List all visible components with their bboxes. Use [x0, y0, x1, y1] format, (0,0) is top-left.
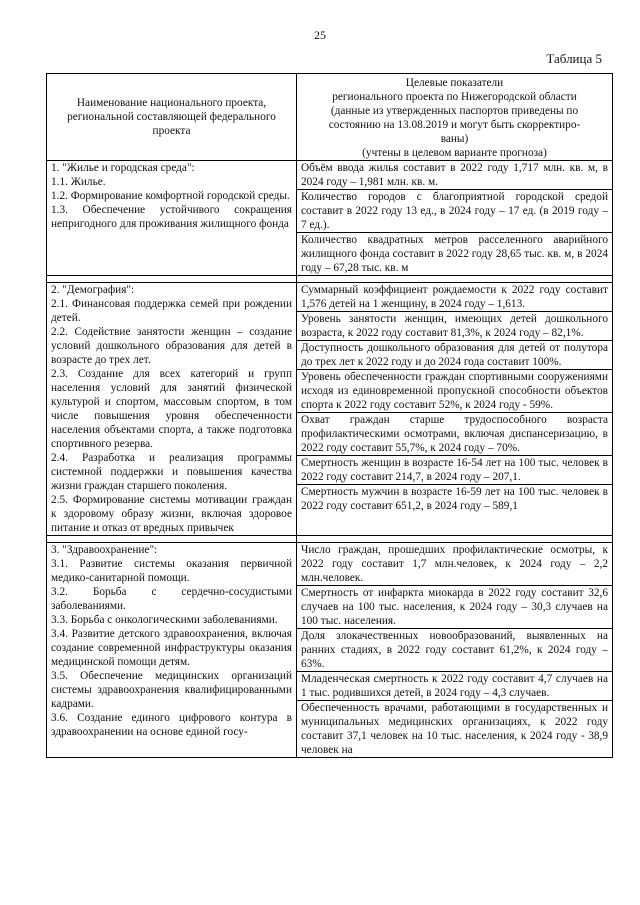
header-left-text: Наименование национального проекта, региональной составляющей федерального проекта: [67, 97, 276, 137]
header-left-cell: [47, 74, 297, 161]
indicator-block: Смертность женщин в возрасте 16-54 лет на 100 тыс. человек в 2022 году составит 214,7, в 2024 году – 207,1.: [297, 456, 612, 485]
indicator-block: Уровень обеспеченности граждан спортивными сооружениями исходя из единовременной пропускной способности объектов спорта к 2022 году составит 52%, к 2024 году - 59%.: [297, 370, 612, 413]
subproject-item: 2.3. Создание для всех категорий и групп населения условий для занятий физической культурой и спортом, массовым спортом, в том числе повышения уровня обеспеченности населения объектами спорта, а также подготовка спортивного резерва.: [51, 368, 292, 450]
indicator-block: Суммарный коэффициент рождаемости к 2022 году составит 1,576 детей на 1 женщину, в 2024 году – 1,613.: [297, 283, 612, 312]
header-right-line: (данные из утвержденных паспортов приведены по: [330, 105, 579, 117]
header-right-cell: [297, 74, 613, 161]
indicator-block: Младенческая смертность к 2022 году составит 4,7 случаев на 1 тыс. родившихся детей, в 2024 году – 4,3 случаев.: [297, 672, 612, 701]
table-row: [47, 283, 613, 536]
project-title: 1. "Жилье и городская среда":: [51, 162, 195, 174]
project-title: 3. "Здравоохранение":: [51, 544, 158, 556]
indicator-block: Уровень занятости женщин, имеющих детей дошкольного возраста, к 2022 году составит 81,3%, к 2024 году – 82,1%.: [297, 312, 612, 341]
header-right-line: Целевые показатели: [405, 77, 504, 89]
section-right-cell: [297, 161, 613, 276]
section-left-cell: [47, 161, 297, 276]
indicator-block: Количество квадратных метров расселенного аварийного жилищного фонда составит в 2022 году 28,65 тыс. кв. м, в 2024 году – 67,28 тыс. кв. м: [301, 234, 608, 274]
indicator-block: Доля злокачественных новообразований, выявленных на ранних стадиях, в 2022 году составит 61,2%, к 2024 году – 63%.: [297, 629, 612, 672]
subproject-item: 2.2. Содействие занятости женщин – создание условий дошкольного образования для детей в возрасте до трех лет.: [51, 326, 292, 366]
subproject-item: 3.3. Борьба с онкологическими заболеваниями.: [51, 614, 278, 626]
section-left-cell: [47, 543, 297, 758]
subproject-item: 2.1. Финансовая поддержка семей при рождении детей.: [51, 298, 292, 324]
section-left-cell: [47, 283, 297, 536]
indicator-block: Количество городов с благоприятной городской средой составит в 2022 году 13 ед., в 2024 году – 17 ед. (в 2019 году – 7 ед.).: [297, 190, 612, 233]
table-label: Таблица 5: [546, 51, 602, 66]
table-header-row: [47, 74, 613, 161]
subproject-item: 3.5. Обеспечение медицинских организаций системы здравоохранения квалифицированными кадрами.: [51, 670, 292, 710]
header-right-line: (учтены в целевом варианте прогноза): [362, 147, 547, 159]
subproject-item: 3.4. Развитие детского здравоохранения, включая создание современной инфраструктуры оказания медицинской помощи детям.: [51, 628, 292, 668]
header-right-line: ваны): [440, 133, 469, 145]
section-right-cell: [297, 283, 613, 536]
row-spacer: [47, 536, 613, 543]
subproject-item: 1.3. Обеспечение устойчивого сокращения непригодного для проживания жилищного фонда: [51, 204, 292, 230]
subproject-item: 3.2. Борьба с сердечно-сосудистыми заболеваниями.: [51, 586, 292, 612]
indicator-block: Смертность от инфаркта миокарда в 2022 году составит 32,6 случаев на 100 тыс. населения, к 2024 году – 30,3 случаев на 100 тыс. населения.: [297, 586, 612, 629]
table-row: [47, 161, 613, 276]
indicator-block: Охват граждан старше трудоспособного возраста профилактическими осмотрами, включая диспансеризацию, в 2022 году составит 55,7%, к 2024 году – 70%.: [297, 413, 612, 456]
subproject-item: 2.4. Разработка и реализация программы системной поддержки и повышения качества жизни граждан старшего поколения.: [51, 452, 292, 492]
indicator-block: Доступность дошкольного образования для детей от полутора до трех лет к 2022 году и до 2024 года составит 100%.: [297, 341, 612, 370]
row-spacer: [47, 276, 613, 283]
section-right-cell: [297, 543, 613, 758]
subproject-item: 1.1. Жилье.: [51, 176, 106, 188]
page-number: 25: [314, 28, 326, 42]
header-right-line: состоянию на 13.08.2019 и могут быть скорректиро-: [328, 119, 581, 131]
project-title: 2. "Демография":: [51, 284, 135, 296]
indicator-block: Число граждан, прошедших профилактические осмотры, к 2022 году составит 1,7 млн.человек, к 2024 году – 2,2 млн.человек.: [297, 543, 612, 586]
indicator-block: Обеспеченность врачами, работающими в государственных и муниципальных медицинских организациях, к 2022 году составит 37,1 человек на 10 тыс. населения, к 2024 году - 38,9 человек на: [301, 702, 608, 756]
indicators-table: [46, 73, 613, 758]
indicator-block: Смертность мужчин в возрасте 16-59 лет на 100 тыс. человек в 2022 году составит 651,2, в 2024 году – 589,1: [301, 486, 608, 512]
subproject-item: 3.6. Создание единого цифрового контура в здравоохранении на основе единой госу-: [51, 712, 292, 738]
header-right-line: регионального проекта по Нижегородской области: [332, 91, 577, 103]
subproject-item: 3.1. Развитие системы оказания первичной медико-санитарной помощи.: [51, 558, 292, 584]
subproject-item: 2.5. Формирование системы мотивации граждан к здоровому образу жизни, включая здоровое питание и отказ от вредных привычек: [51, 494, 292, 534]
subproject-item: 1.2. Формирование комфортной городской среды.: [51, 190, 290, 202]
indicator-block: Объём ввода жилья составит в 2022 году 1,717 млн. кв. м, в 2024 году – 1,981 млн. кв. м.: [297, 161, 612, 190]
table-row: [47, 543, 613, 758]
